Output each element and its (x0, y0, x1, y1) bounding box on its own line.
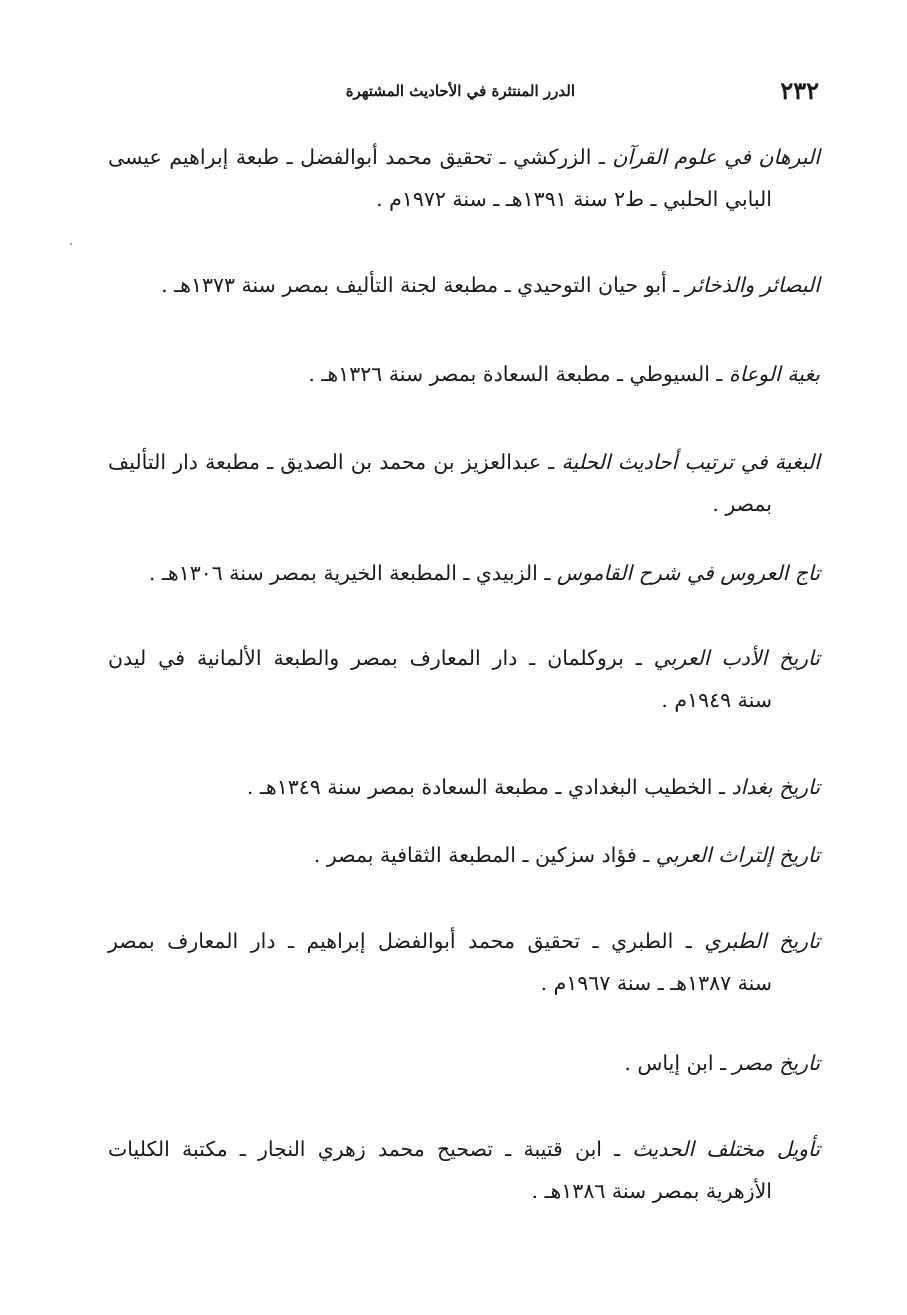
entry-title: تاريخ بغداد (731, 775, 820, 799)
entry-title: البرهان في علوم القرآن (612, 145, 820, 169)
entry-first-line (108, 834, 820, 876)
entry-title: تاج العروس في شرح القاموس (556, 561, 820, 585)
entry-details: ـ ابن قتيبة ـ تصحيح محمد زهري النجار ـ مكتبة الكليات (108, 1137, 633, 1161)
entry-first-line (108, 766, 820, 808)
entry-title: البصائر والذخائر (685, 273, 820, 297)
entry-details: ـ الطبري ـ تحقيق محمد أبوالفضل إبراهيم ـ دار المعارف بمصر (108, 929, 705, 953)
entry-first-line (108, 353, 820, 395)
scan-speck (70, 243, 72, 245)
entry-first-line (108, 136, 820, 178)
entry-first-line (108, 920, 820, 962)
entry-details: ـ ابن إياس . (624, 1051, 733, 1075)
bibliography-entry (108, 441, 820, 525)
entry-details: ـ عبدالعزيز بن محمد بن الصديق ـ مطبعة دار التأليف (108, 450, 562, 474)
bibliography-entry (108, 920, 820, 1004)
entry-continuation: سنة ١٩٤٩م . (661, 688, 772, 712)
entry-first-line (108, 264, 820, 306)
entry-continuation: سنة ١٣٨٧هـ ـ سنة ١٩٦٧م . (540, 971, 772, 995)
entry-first-line (108, 1128, 820, 1170)
entry-first-line (108, 552, 820, 594)
entry-title: البغية في ترتيب أحاديث الحلية (561, 450, 820, 474)
bibliography-entry (108, 1042, 820, 1084)
entry-title: بغية الوعاة (728, 362, 820, 386)
running-title: الدرر المنتثرة في الأحاديث المشتهرة (345, 82, 575, 100)
bibliography-entry (108, 766, 820, 808)
bibliography-entry (108, 552, 820, 594)
entry-title: تأويل مختلف الحديث (632, 1137, 821, 1161)
entry-details: ـ الخطيب البغدادي ـ مطبعة السعادة بمصر سنة ١٣٤٩هـ . (246, 775, 732, 799)
entry-first-line (108, 637, 820, 679)
entry-continuation: بمصر . (712, 492, 772, 516)
entry-title: تاريخ الأدب العربي (653, 646, 820, 670)
entry-details: ـ أبو حيان التوحيدي ـ مطبعة لجنة التأليف بمصر سنة ١٣٧٣هـ . (161, 273, 686, 297)
entry-first-line (108, 1042, 820, 1084)
page-number: ٢٣٢ (780, 76, 819, 105)
entry-first-line (108, 441, 820, 483)
entry-details: ـ السيوطي ـ مطبعة السعادة بمصر سنة ١٣٢٦هـ . (308, 362, 729, 386)
entry-details: ـ الزركشي ـ تحقيق محمد أبوالفضل ـ طبعة إبراهيم عيسى (108, 145, 613, 169)
bibliography-entry (108, 1128, 820, 1212)
entry-details: ـ الزبيدي ـ المطبعة الخيرية بمصر سنة ١٣٠٦هـ . (148, 561, 557, 585)
entry-continuation: الأزهرية بمصر سنة ١٣٨٦هـ . (531, 1179, 772, 1203)
bibliography-entry (108, 136, 820, 220)
entry-details: ـ بروكلمان ـ دار المعارف بمصر والطبعة الألمانية في ليدن (108, 646, 654, 670)
bibliography-entry (108, 353, 820, 395)
entry-title: تاريخ إلتراث العربي (655, 843, 820, 867)
entry-title: تاريخ الطبري (704, 929, 820, 953)
entry-details: ـ فؤاد سزكين ـ المطبعة الثقافية بمصر . (313, 843, 656, 867)
bibliography-entry (108, 637, 820, 721)
entry-title: تاريخ مصر (732, 1051, 820, 1075)
page-header (0, 76, 907, 110)
bibliography-entry (108, 264, 820, 306)
entry-continuation: البابي الحلبي ـ ط٢ سنة ١٣٩١هـ ـ سنة ١٩٧٢م . (376, 187, 772, 211)
bibliography-entry (108, 834, 820, 876)
